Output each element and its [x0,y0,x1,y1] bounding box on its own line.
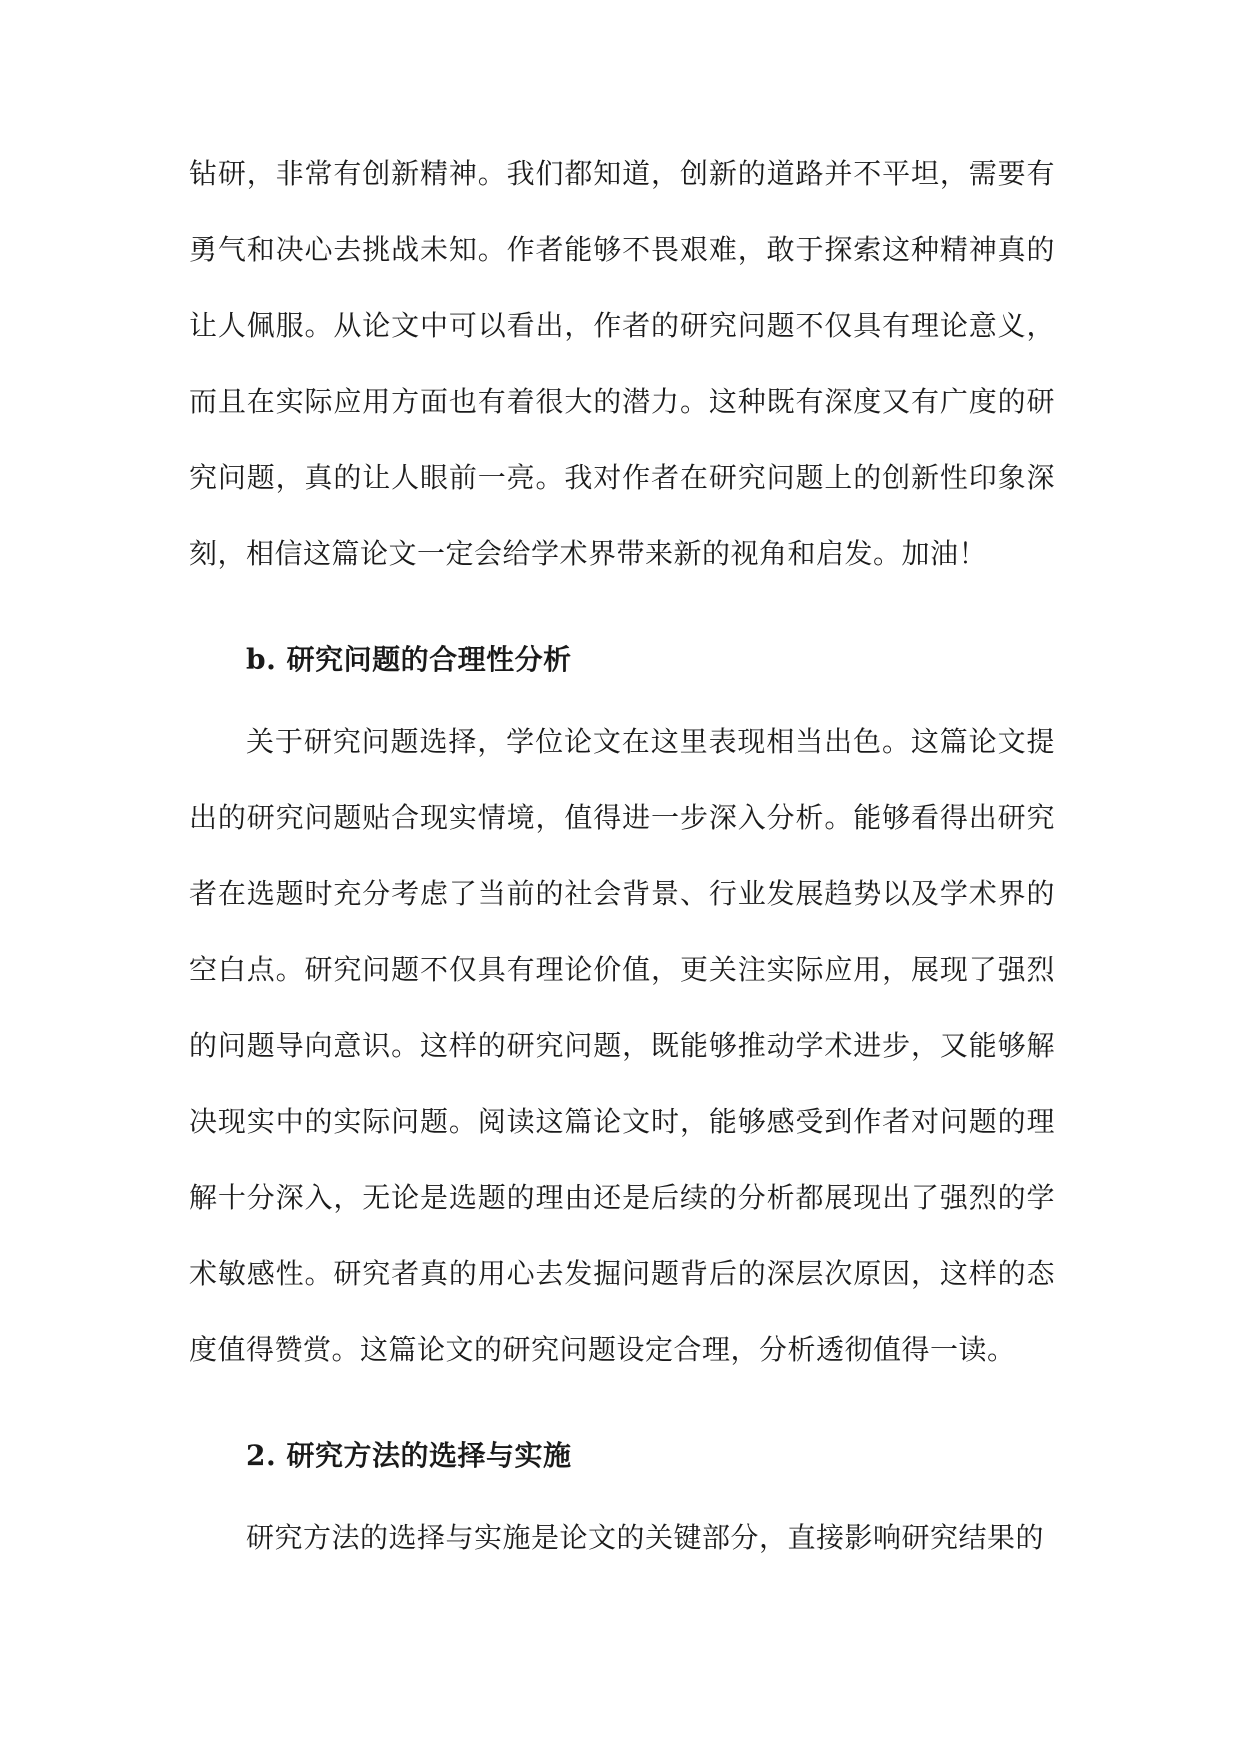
section-heading-rationality: b. 研究问题的合理性分析 [246,643,572,676]
paragraph-rationality-analysis: 关于研究问题选择，学位论文在这里表现相当出色。这篇论文提出的研究问题贴合现实情境，值得进一步深入分析。能够看得出研究者在选题时充分考虑了当前的社会背景、行业发展趋势以及学术界的空白点。研究问题不仅具有理论价值，更关注实际应用，展现了强烈的问题导向意识。这样的研究问题，既能够推动学术进步，又能够解决现实中的实际问题。阅读这篇论文时，能够感受到作者对问题的理解十分深入，无论是选题的理由还是后续的分析都展现出了强烈的学术敏感性。研究者真的用心去发掘问题背后的深层次原因，这样的态度值得赞赏。这篇论文的研究问题设定合理，分析透彻值得一读。 [189,725,1055,1366]
paragraph-methods-intro: 研究方法的选择与实施是论文的关键部分，直接影响研究结果的 [246,1521,1045,1554]
document-body [189,136,1055,1576]
paragraph-innovation-review: 钻研，非常有创新精神。我们都知道，创新的道路并不平坦，需要有勇气和决心去挑战未知。作者能够不畏艰难，敢于探索这种精神真的让人佩服。从论文中可以看出，作者的研究问题不仅具有理论意义，而且在实际应用方面也有着很大的潜力。这种既有深度又有广度的研究问题，真的让人眼前一亮。我对作者在研究问题上的创新性印象深刻，相信这篇论文一定会给学术界带来新的视角和启发。加油！ [189,157,1055,570]
section-heading-methods: 2. 研究方法的选择与实施 [246,1439,572,1472]
